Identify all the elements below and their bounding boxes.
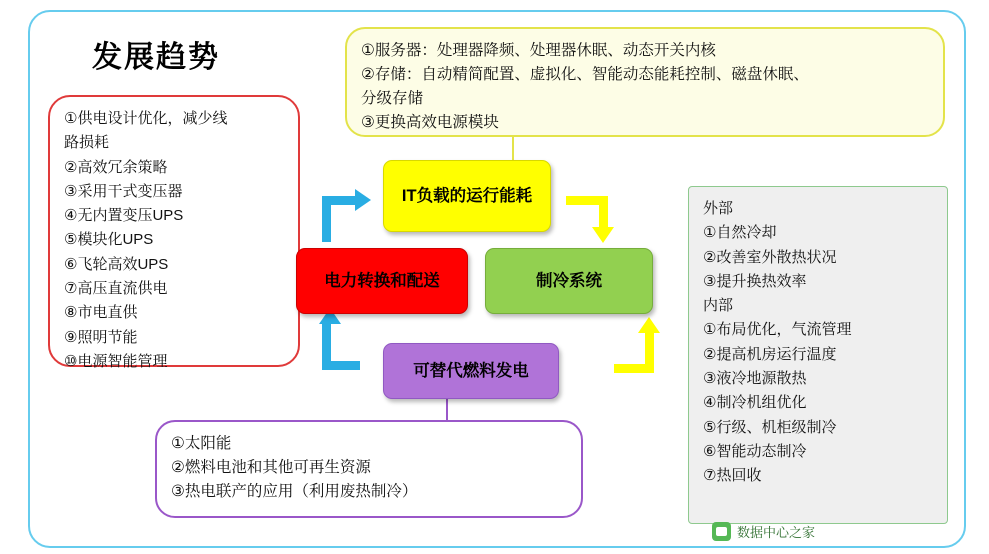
balloon-left-line-6: ⑤模块化UPS xyxy=(64,231,154,249)
node-cooling-system[interactable]: 制冷系统 xyxy=(485,248,653,314)
wechat-icon xyxy=(712,522,731,541)
balloon-right-line-2: ①自然冷却 xyxy=(703,224,777,242)
balloon-left-line-8: ⑦高压直流供电 xyxy=(64,280,168,298)
balloon-top-line-2: ②存储：自动精简配置、虚拟化、智能动态能耗控制、磁盘休眠、 xyxy=(361,66,809,84)
node-alternative-fuel[interactable]: 可替代燃料发电 xyxy=(383,343,559,399)
balloon-right-line-12: ⑦热回收 xyxy=(703,467,762,485)
balloon-fuel-measures xyxy=(155,420,583,518)
balloon-left-line-11: ⑩电源智能管理 xyxy=(64,352,168,370)
balloon-top-line-4: ③更换高效电源模块 xyxy=(361,114,499,132)
page-title: 发展趋势 xyxy=(92,41,220,74)
balloon-power-measures xyxy=(48,95,300,370)
balloon-top-line-1: ①服务器：处理器降频、处理器休眠、动态开关内核 xyxy=(361,42,716,59)
arrow-it-load-to-cooling xyxy=(566,182,622,246)
balloon-right-line-7: ②提高机房运行温度 xyxy=(703,345,837,363)
node-it-load[interactable]: IT负载的运行能耗 xyxy=(383,160,551,232)
node-power-conversion[interactable]: 电力转换和配送 xyxy=(296,248,468,314)
balloon-bottom-line-3: ③热电联产的应用（利用废热制冷） xyxy=(171,483,418,501)
balloon-bottom-line-1: ①太阳能 xyxy=(171,435,232,452)
balloon-right-line-3: ②改善室外散热状况 xyxy=(703,248,837,266)
balloon-right-line-1: 外部 xyxy=(703,200,734,217)
balloon-right-line-9: ④制冷机组优化 xyxy=(703,394,807,412)
balloon-left-line-5: ④无内置变压UPS xyxy=(64,207,184,225)
balloon-cooling-measures xyxy=(688,186,948,524)
balloon-right-line-8: ③液冷地源散热 xyxy=(703,370,807,388)
balloon-left-line-10: ⑨照明节能 xyxy=(64,328,138,346)
balloon-left-line-1: ①供电设计优化，减少线 xyxy=(64,110,228,127)
balloon-left-line-7: ⑥飞轮高效UPS xyxy=(64,255,169,273)
balloon-left-line-3: ②高效冗余策略 xyxy=(64,158,168,176)
balloon-bottom-line-2: ②燃料电池和其他可再生资源 xyxy=(171,459,371,477)
arrow-fuel-to-cooling xyxy=(608,320,664,382)
balloon-it-load-measures xyxy=(345,27,945,137)
balloon-left-line-4: ③采用干式变压器 xyxy=(64,182,183,200)
balloon-left-line-9: ⑧市电直供 xyxy=(64,304,138,322)
arrow-fuel-to-power xyxy=(322,322,374,384)
connector-purple xyxy=(446,399,448,421)
arrow-power-to-it-load xyxy=(322,182,372,242)
connector-yellow xyxy=(512,137,514,161)
balloon-right-line-5: 内部 xyxy=(703,297,734,315)
balloon-left-line-2: 路损耗 xyxy=(64,134,110,152)
balloon-top-line-3: 分级存储 xyxy=(361,90,424,108)
balloon-right-line-6: ①布局优化，气流管理 xyxy=(703,321,852,339)
balloon-right-line-10: ⑤行级、机柜级制冷 xyxy=(703,418,837,436)
watermark-label: 数据中心之家 xyxy=(737,524,816,540)
watermark xyxy=(712,518,930,544)
balloon-right-line-4: ③提升换热效率 xyxy=(703,272,807,290)
balloon-right-line-11: ⑥智能动态制冷 xyxy=(703,442,807,460)
